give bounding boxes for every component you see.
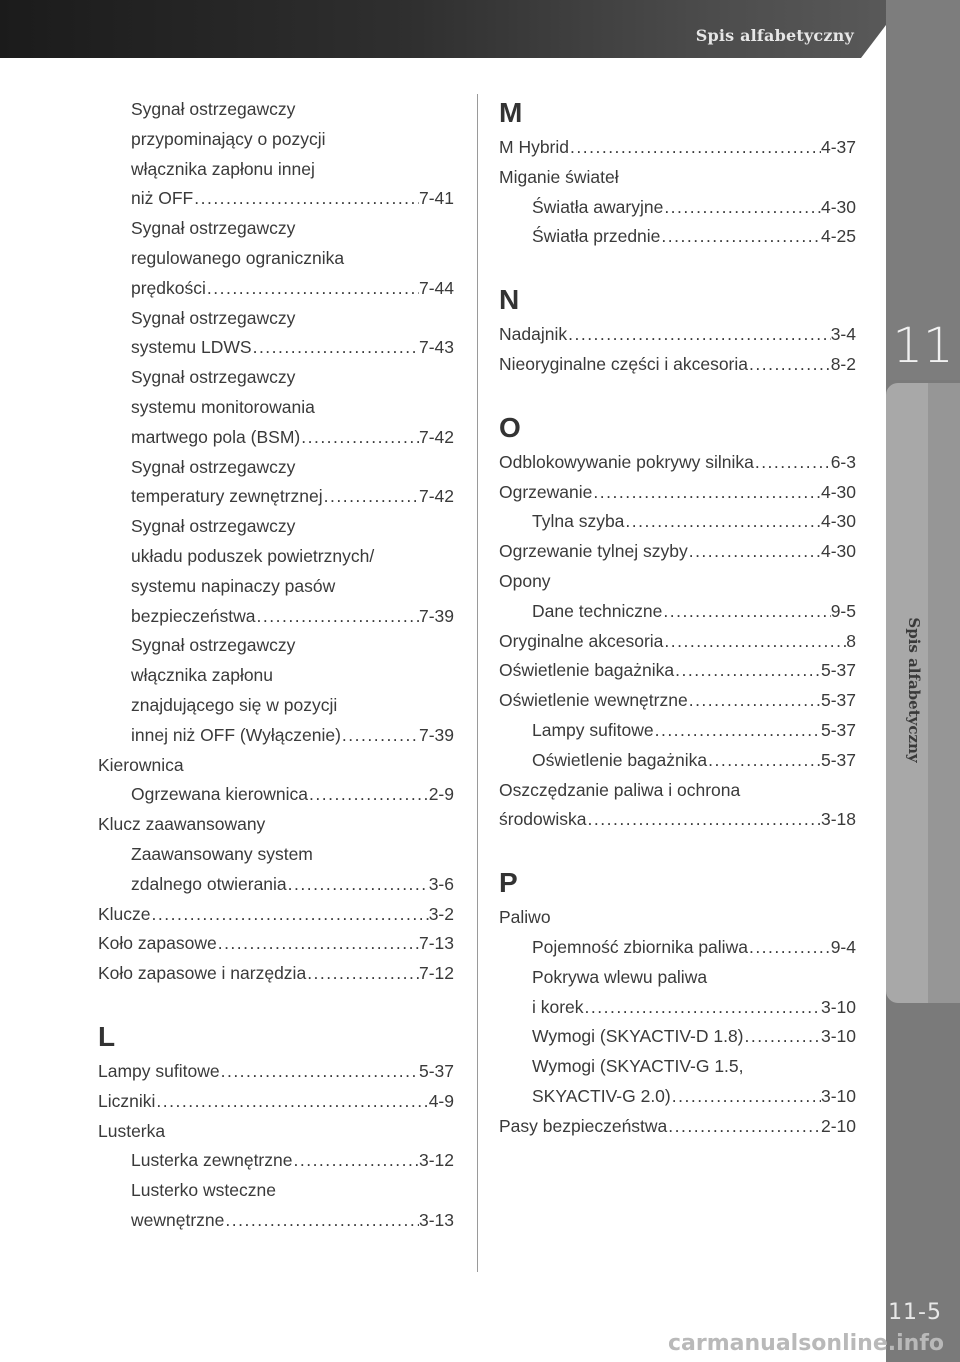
entry-text: Pokrywa wlewu paliwa [532,966,708,987]
entry-text: Nieoryginalne części i akcesoria [499,353,748,374]
index-entry[interactable] [499,193,856,223]
dot-leader [671,1082,821,1112]
entry-text: Opony [499,570,551,591]
index-entry[interactable] [98,1146,454,1176]
dot-leader [287,870,429,900]
entry-page: 9-5 [830,600,856,621]
index-column-left [98,95,454,1236]
dot-leader [592,478,821,508]
index-entry[interactable] [98,870,454,900]
entry-page: 5-37 [820,719,856,740]
entry-page: 3-13 [418,1209,454,1230]
entry-page: 7-42 [418,426,454,447]
dot-leader [217,929,419,959]
entry-text: Oświetlenie wewnętrzne [499,690,688,711]
index-entry[interactable] [499,805,856,835]
index-entry[interactable] [499,448,856,478]
dot-leader [292,1146,418,1176]
index-entry[interactable] [499,1082,856,1112]
dot-leader [193,184,419,214]
dot-leader [306,959,419,989]
entry-text: włącznika zapłonu innej [131,158,315,179]
section-letter: O [499,411,521,443]
entry-page: 4-25 [820,226,856,247]
entry-text: Oświetlenie bagażnika [532,749,708,770]
index-entry[interactable] [98,482,454,512]
entry-page: 4-30 [820,511,856,532]
index-heading [98,155,454,185]
entry-text: Sygnał ostrzegawczy [131,516,296,537]
index-entry[interactable] [499,222,856,252]
entry-text: innej niż OFF (Wyłączenie) [131,724,341,745]
index-entry[interactable] [98,184,454,214]
chapter-number: 11 [892,318,954,374]
index-entry[interactable] [499,1112,856,1142]
dot-leader [206,274,419,304]
entry-text: bezpieczeństwa [131,605,256,626]
index-entry[interactable] [499,320,856,350]
index-heading [98,840,454,870]
entry-text: zdalnego otwierania [131,873,287,894]
entry-text: martwego pola (BSM) [131,426,301,447]
entry-text: Sygnał ostrzegawczy [131,635,296,656]
entry-text: Kierownica [98,754,184,775]
index-heading [499,776,856,806]
entry-text: systemu monitorowania [131,396,315,417]
section-letter: M [499,97,523,128]
index-entry[interactable] [499,716,856,746]
index-entry[interactable] [98,423,454,453]
index-entry[interactable] [499,933,856,963]
entry-page: 3-10 [820,996,856,1017]
page-number: 11-5 [888,1300,942,1325]
entry-page: 3-2 [428,903,454,924]
dot-leader [624,507,821,537]
entry-text: Światła awaryjne [532,196,664,217]
entry-text: Oświetlenie bagażnika [499,660,675,681]
index-heading [98,1176,454,1206]
section-letter: N [499,284,520,316]
dot-leader [569,133,821,163]
entry-page: 5-37 [820,749,856,770]
index-heading [499,903,856,933]
entry-text: Wymogi (SKYACTIV-G 1.5, [532,1056,744,1077]
entry-page: 3-12 [418,1150,454,1171]
entry-text: Klucze [98,903,151,924]
column-divider [477,94,478,1272]
index-entry[interactable] [98,929,454,959]
dot-leader [151,900,429,930]
index-heading [98,572,454,602]
entry-text: Lusterka zewnętrzne [131,1150,293,1171]
section-gap [98,989,454,1019]
entry-text: Odblokowywanie pokrywy silnika [499,451,754,472]
entry-text: Lampy sufitowe [98,1060,220,1081]
entry-text: wewnętrzne [131,1209,225,1230]
section-letter: L [98,1020,116,1052]
entry-text: Pojemność zbiornika paliwa [532,936,748,957]
entry-text: temperatury zewnętrznej [131,486,323,507]
entry-page: 2-10 [820,1115,856,1136]
dot-leader [256,602,419,632]
dot-leader [748,350,831,380]
entry-text: włącznika zapłonu [131,665,274,686]
dot-leader [754,448,831,478]
index-heading [98,512,454,542]
entry-text: Pasy bezpieczeństwa [499,1115,668,1136]
dot-leader [584,993,821,1023]
entry-page: 7-44 [418,277,454,298]
dot-leader [688,686,821,716]
entry-text: Oszczędzanie paliwa i ochrona [499,779,741,800]
index-entry[interactable] [499,537,856,567]
entry-text: Dane techniczne [532,600,663,621]
entry-text: Sygnał ostrzegawczy [131,307,296,328]
index-entry[interactable] [98,1087,454,1117]
index-entry[interactable] [98,900,454,930]
dot-leader [252,333,419,363]
dot-leader [220,1057,419,1087]
dot-leader [300,423,419,453]
entry-text: Światła przednie [532,226,661,247]
section-letter: P [499,867,518,899]
index-entry[interactable] [499,507,856,537]
index-heading [98,810,454,840]
index-entry[interactable] [499,993,856,1023]
entry-page: 5-37 [820,690,856,711]
entry-page: 4-37 [820,137,856,157]
entry-text: Ogrzewana kierownica [131,784,309,805]
entry-text: prędkości [131,277,206,298]
entry-page: 3-10 [820,1085,856,1106]
dot-leader [654,716,821,746]
index-entry[interactable] [98,602,454,632]
entry-text: Sygnał ostrzegawczy [131,456,296,477]
dot-leader [660,222,821,252]
entry-page: 9-4 [830,936,856,957]
section-gap [499,380,856,410]
entry-text: Paliwo [499,907,551,928]
entry-text: niż OFF [131,188,194,209]
dot-leader [308,780,429,810]
dot-leader [748,933,831,963]
entry-page: 2-9 [428,784,454,805]
dot-leader [155,1087,428,1117]
entry-text: układu poduszek powietrznych/ [131,545,375,566]
entry-text: Lusterko wsteczne [131,1180,276,1201]
dot-leader [674,656,821,686]
index-entry[interactable] [499,627,856,657]
index-entry[interactable] [499,1022,856,1052]
index-entry[interactable] [499,686,856,716]
index-entry[interactable] [499,656,856,686]
entry-text: Wymogi (SKYACTIV-D 1.8) [532,1026,744,1047]
index-entry[interactable] [98,780,454,810]
section-gap [499,835,856,865]
watermark: carmanualsonline.info [668,1331,944,1356]
dot-leader [323,482,419,512]
dot-leader [341,721,419,751]
entry-page: 4-30 [820,541,856,562]
dot-leader [688,537,821,567]
entry-text: Miganie świateł [499,166,619,187]
index-heading [98,125,454,155]
entry-page: 6-3 [830,451,856,472]
index-entry[interactable] [499,133,856,163]
index-entry[interactable] [98,274,454,304]
entry-page: 8-2 [830,353,856,374]
entry-page: 3-6 [428,873,454,894]
entry-page: 5-37 [418,1060,454,1081]
index-entry[interactable] [98,333,454,363]
index-entry[interactable] [499,478,856,508]
entry-text: M Hybrid [499,137,570,157]
entry-text: Nadajnik [499,324,568,345]
index-heading [98,661,454,691]
dot-leader [663,193,821,223]
index-entry[interactable] [98,959,454,989]
entry-text: Sygnał ostrzegawczy [131,218,296,239]
entry-text: Sygnał ostrzegawczy [131,99,296,119]
entry-text: regulowanego ogranicznika [131,247,345,268]
index-heading [98,453,454,483]
entry-text: Tylna szyba [532,511,625,532]
entry-text: Ogrzewanie [499,481,593,502]
entry-page: 4-30 [820,481,856,502]
entry-page: 5-37 [820,660,856,681]
entry-page: 7-12 [418,963,454,984]
index-heading [98,244,454,274]
entry-page: 3-18 [820,809,856,830]
entry-text: systemu LDWS [131,337,252,358]
index-entry[interactable] [499,746,856,776]
entry-text: Koło zapasowe i narzędzia [98,963,307,984]
dot-leader [587,805,821,835]
index-heading [499,1052,856,1082]
entry-page: 7-41 [418,188,454,209]
entry-text: Oryginalne akcesoria [499,630,664,651]
tab-band [928,383,960,1003]
entry-page: 4-30 [820,196,856,217]
section-gap [499,252,856,282]
dot-leader [567,320,831,350]
entry-text: Lampy sufitowe [532,719,654,740]
dot-leader [707,746,821,776]
index-heading [98,304,454,334]
entry-text: Ogrzewanie tylnej szyby [499,541,688,562]
index-heading [98,214,454,244]
index-heading [98,631,454,661]
header-title: Spis alfabetyczny [695,26,854,45]
index-entry[interactable] [98,721,454,751]
entry-text: przypominający o pozycji [131,128,326,149]
index-entry[interactable] [98,1206,454,1236]
index-heading [98,363,454,393]
entry-page: 7-39 [418,724,454,745]
entry-text: SKYACTIV-G 2.0) [532,1085,671,1106]
entry-text: Lusterka [98,1120,166,1141]
entry-text: Sygnał ostrzegawczy [131,367,296,388]
entry-text: Zaawansowany system [131,843,313,864]
entry-text: znajdującego się w pozycji [131,694,338,715]
index-heading [499,963,856,993]
dot-leader [744,1022,821,1052]
entry-text: Klucz zaawansowany [98,814,266,835]
dot-leader [663,627,846,657]
chapter-tab-label: Spis alfabetyczny [905,617,923,763]
entry-text: środowiska [499,809,587,830]
entry-page: 3-4 [830,324,856,345]
index-heading [98,751,454,781]
index-heading [499,567,856,597]
entry-page: 7-43 [418,337,454,358]
index-entry[interactable] [499,597,856,627]
entry-page: 8 [846,630,856,651]
index-heading [499,163,856,193]
entry-text: systemu napinaczy pasów [131,575,336,596]
index-heading [98,95,454,125]
entry-page: 3-10 [820,1026,856,1047]
entry-text: i korek [532,996,584,1017]
entry-text: Koło zapasowe [98,933,217,954]
entry-text: Liczniki [98,1090,156,1111]
index-column-right [499,95,856,1142]
dot-leader [224,1206,419,1236]
index-heading [98,393,454,423]
index-heading [98,1117,454,1147]
entry-page: 4-9 [428,1090,454,1111]
dot-leader [667,1112,821,1142]
entry-page: 7-39 [418,605,454,626]
index-entry[interactable] [499,350,856,380]
dot-leader [662,597,830,627]
index-heading [98,542,454,572]
entry-page: 7-42 [418,486,454,507]
index-heading [98,691,454,721]
index-entry[interactable] [98,1057,454,1087]
entry-page: 7-13 [418,933,454,954]
